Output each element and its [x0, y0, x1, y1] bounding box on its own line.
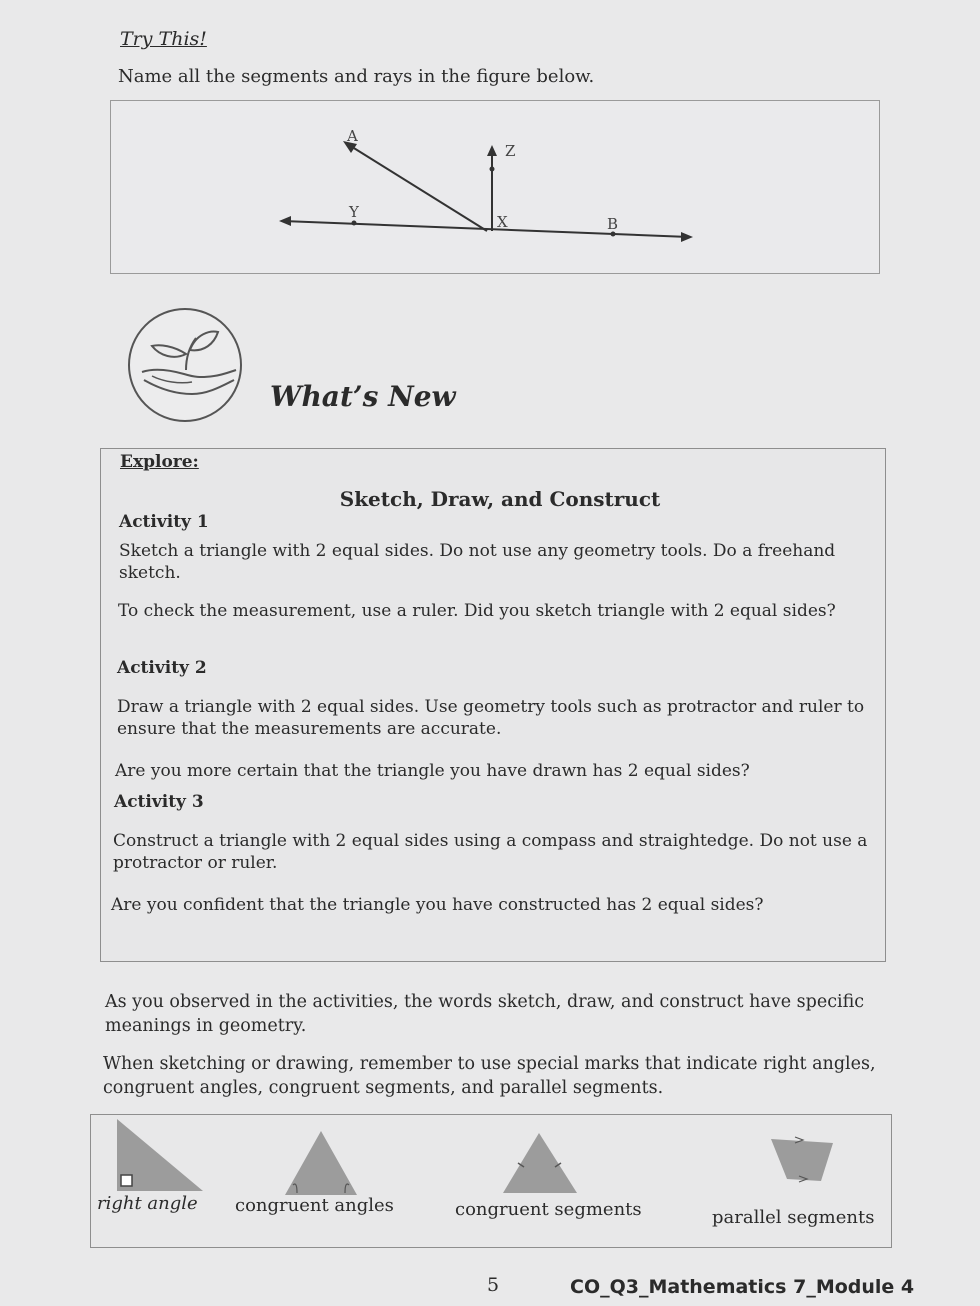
activity-1-paragraph-1: Sketch a triangle with 2 equal sides. Do not use any geometry tools. Do a freehand sketch. [119, 541, 836, 583]
try-this-title: Try This! [120, 28, 207, 50]
explore-label: Explore: [120, 452, 199, 472]
try-this-instruction: Name all the segments and rays in the figure below. [118, 66, 595, 87]
line-yb [283, 221, 689, 237]
label-b: B [607, 215, 619, 233]
whats-new-title: What’s New [270, 380, 456, 413]
congruent-segments-label: congruent segments [455, 1199, 642, 1220]
activity-3-paragraph-2: Are you confident that the triangle you have constructed has 2 equal sides? [111, 895, 764, 915]
activity-1-paragraph-2: To check the measurement, use a ruler. Did you sketch triangle with 2 equal sides? [118, 601, 836, 621]
segments-rays-figure [110, 100, 880, 274]
explore-heading: Sketch, Draw, and Construct [339, 487, 661, 511]
z-arrowhead [487, 145, 497, 156]
module-code: CO_Q3_Mathematics 7_Module 4 [570, 1276, 915, 1298]
activity-2-title: Activity 2 [117, 658, 207, 678]
label-y: Y [349, 203, 359, 221]
label-a: A [347, 127, 358, 145]
activity-2-paragraph-1: Draw a triangle with 2 equal sides. Use geometry tools such as protractor and ruler to ensure that the measurements are accurate. [117, 697, 865, 739]
y-point [352, 221, 357, 226]
congruent-segments-triangle [503, 1133, 577, 1193]
geometry-figure-drawing [111, 101, 879, 273]
left-arrowhead [279, 216, 291, 226]
segment-ax [349, 145, 487, 231]
closing-paragraph-1: As you observed in the activities, the words sketch, draw, and construct have specific meanings in geometry. [105, 992, 865, 1036]
hand-with-sprout-icon [128, 308, 242, 422]
activity-3-title: Activity 3 [114, 792, 204, 812]
parallel-segments-label: parallel segments [712, 1207, 875, 1228]
right-angle-label: right angle [97, 1193, 198, 1214]
activity-2-paragraph-2: Are you more certain that the triangle you have drawn has 2 equal sides? [115, 761, 750, 781]
special-marks-box [90, 1114, 892, 1248]
activity-3-paragraph-1: Construct a triangle with 2 equal sides using a compass and straightedge. Do not use a protractor or ruler. [113, 831, 868, 873]
label-z: Z [505, 142, 516, 160]
parallel-segments-trapezoid [771, 1139, 833, 1181]
congruent-angles-label: congruent angles [235, 1195, 394, 1216]
page-number: 5 [487, 1274, 500, 1296]
closing-paragraph-2: When sketching or drawing, remember to use special marks that indicate right angles, congruent angles, congruent segments, and parallel segments. [103, 1054, 876, 1098]
z-point [490, 167, 495, 172]
activity-1-title: Activity 1 [119, 512, 209, 532]
label-x: X [497, 213, 508, 231]
right-arrowhead [681, 232, 693, 242]
right-angle-mark [121, 1175, 132, 1186]
